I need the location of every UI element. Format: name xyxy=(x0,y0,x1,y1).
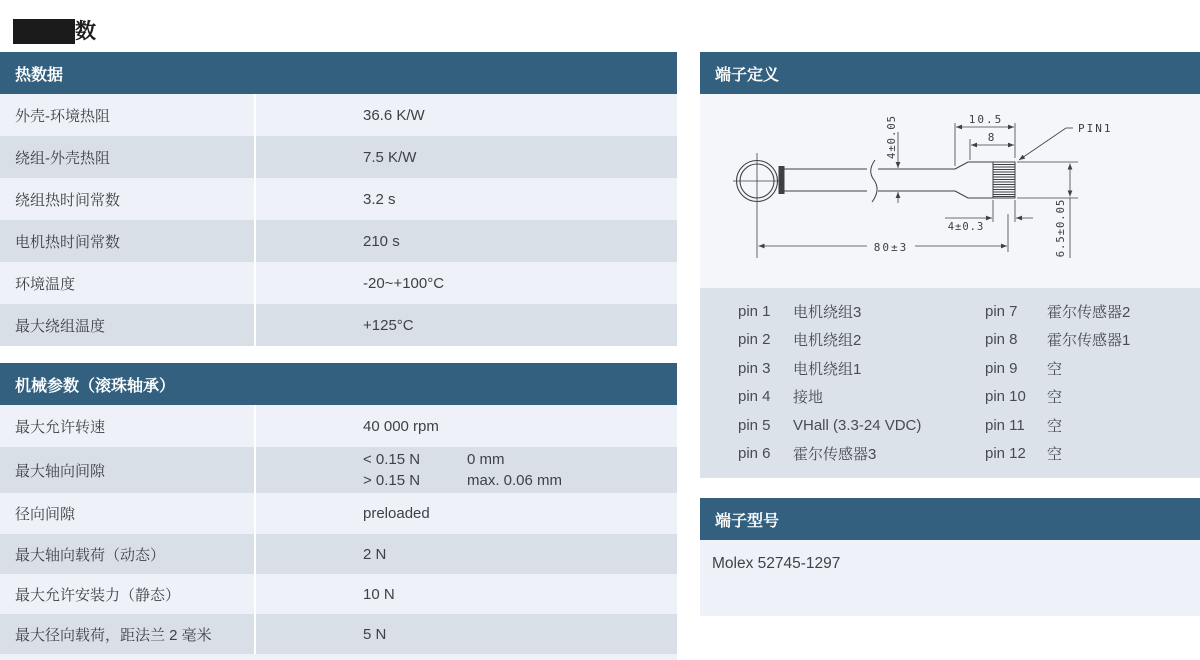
result-value: max. 0.06 mm xyxy=(467,472,563,489)
result-value: 0 mm xyxy=(467,451,505,468)
param-label: 最大径向载荷，距法兰 2 毫米 xyxy=(0,614,256,654)
table-row xyxy=(0,304,677,346)
param-label: 最大绕组温度 xyxy=(0,304,256,346)
param-label: 最大允许安装力（静态） xyxy=(0,574,256,614)
cad-drawing-svg xyxy=(700,94,1200,288)
dim-cable-dia-label: 4±0.05 xyxy=(886,115,898,159)
table-row xyxy=(0,220,677,262)
table-row xyxy=(0,178,677,220)
dim-length-label: 80±3 xyxy=(873,241,909,254)
dim-width-total-label: 10.5 xyxy=(968,113,1004,126)
pin-number: pin 7 xyxy=(985,302,1018,320)
cable-break-symbol xyxy=(871,160,877,202)
pin-number: pin 6 xyxy=(738,445,771,463)
pin-description: 空 xyxy=(1047,360,1063,378)
param-label: 最大轴向间隙 xyxy=(0,447,256,493)
param-value: 3.2 s xyxy=(363,190,396,208)
condition-value: < 0.15 N xyxy=(363,451,421,468)
flange-block xyxy=(779,166,785,194)
param-value: 36.6 K/W xyxy=(363,106,425,124)
pin-description: 接地 xyxy=(793,389,824,407)
param-label: 径向间隙 xyxy=(0,493,256,534)
param-label: 绕组热时间常数 xyxy=(0,178,256,220)
pin-description: 霍尔传感器2 xyxy=(1047,303,1131,321)
param-value: +125°C xyxy=(363,316,414,334)
param-label: 最大允许转速 xyxy=(0,405,256,447)
pin1-label: PIN1 xyxy=(1078,122,1113,135)
param-label: 外壳-环境热阻 xyxy=(0,94,256,136)
pin-block-hatch xyxy=(993,165,1015,197)
value-line xyxy=(363,449,562,470)
pin-description: 电机绕组1 xyxy=(793,360,862,378)
pin-description: 电机绕组3 xyxy=(793,303,862,321)
param-value: preloaded xyxy=(363,505,430,522)
pin-description: VHall (3.3-24 VDC) xyxy=(793,416,922,434)
param-value: 7.5 K/W xyxy=(363,148,417,166)
param-value: 5 N xyxy=(363,625,387,643)
pin-row xyxy=(700,326,1200,355)
param-value: 10 N xyxy=(363,585,395,603)
pin-number: pin 3 xyxy=(738,359,771,377)
pin-description: 电机绕组2 xyxy=(793,332,862,350)
table-row-partial xyxy=(0,654,677,660)
table-row xyxy=(0,262,677,304)
table-row xyxy=(0,136,677,178)
pin-description: 空 xyxy=(1047,389,1063,407)
pin-row xyxy=(700,354,1200,383)
param-label: 环境温度 xyxy=(0,262,256,304)
title-redaction-block xyxy=(13,19,75,44)
pin-number: pin 10 xyxy=(985,388,1026,406)
table-row xyxy=(0,493,677,534)
terminal-def-title: 端子定义 xyxy=(715,66,780,84)
terminal-model-body xyxy=(700,540,1200,616)
pin-row xyxy=(700,411,1200,440)
pin-number: pin 9 xyxy=(985,359,1018,377)
pin-number: pin 1 xyxy=(738,302,771,320)
param-value: -20~+100°C xyxy=(363,274,445,292)
leader-line xyxy=(1019,128,1066,160)
thermal-table xyxy=(0,52,677,346)
table-row xyxy=(0,574,677,614)
mechanical-table-title: 机械参数（滚珠轴承） xyxy=(15,377,176,395)
param-label: 绕组-外壳热阻 xyxy=(0,136,256,178)
thermal-table-title: 热数据 xyxy=(15,66,64,84)
value-line xyxy=(363,470,562,491)
pin-number: pin 11 xyxy=(985,416,1025,434)
pin-number: pin 12 xyxy=(985,445,1026,463)
pin-number: pin 8 xyxy=(985,331,1018,349)
table-row xyxy=(0,94,677,136)
mechanical-table xyxy=(0,363,677,660)
pin-row xyxy=(700,440,1200,469)
param-label: 电机热时间常数 xyxy=(0,220,256,262)
title-suffix-char: 数 xyxy=(75,20,96,43)
document-title xyxy=(13,18,96,45)
table-row xyxy=(0,614,677,654)
param-value: 40 000 rpm xyxy=(363,417,439,435)
param-value: 2 N xyxy=(363,545,387,563)
terminal-model-header xyxy=(700,498,1200,540)
terminal-def-header xyxy=(700,52,1200,94)
pin-number: pin 4 xyxy=(738,388,771,406)
param-label: 最大轴向载荷（动态） xyxy=(0,534,256,574)
condition-value: > 0.15 N xyxy=(363,472,421,489)
table-row xyxy=(0,534,677,574)
pin-description: 空 xyxy=(1047,446,1063,464)
param-value: 210 s xyxy=(363,232,400,250)
pin-number: pin 2 xyxy=(738,331,771,349)
table-row xyxy=(0,405,677,447)
pin-description: 空 xyxy=(1047,417,1063,435)
dim-pin-block-label: 4±0.3 xyxy=(947,221,985,233)
terminal-model-value: Molex 52745-1297 xyxy=(712,555,841,572)
dim-width-pins-label: 8 xyxy=(987,131,997,144)
table-row xyxy=(0,447,677,493)
pin-description: 霍尔传感器3 xyxy=(793,446,877,464)
pin-description: 霍尔传感器1 xyxy=(1047,332,1131,350)
terminal-model-title: 端子型号 xyxy=(715,512,780,530)
dim-height-label: 6.5±0.05 xyxy=(1055,198,1067,258)
param-value xyxy=(256,447,562,493)
pin-number: pin 5 xyxy=(738,416,771,434)
mechanical-table-header xyxy=(0,363,677,405)
pin-row xyxy=(700,297,1200,326)
thermal-table-header xyxy=(0,52,677,94)
housing-top-edge xyxy=(955,162,1015,169)
motor-dimension-drawing xyxy=(700,94,1200,288)
pin-assignment-list xyxy=(700,288,1200,478)
pin-row xyxy=(700,383,1200,412)
